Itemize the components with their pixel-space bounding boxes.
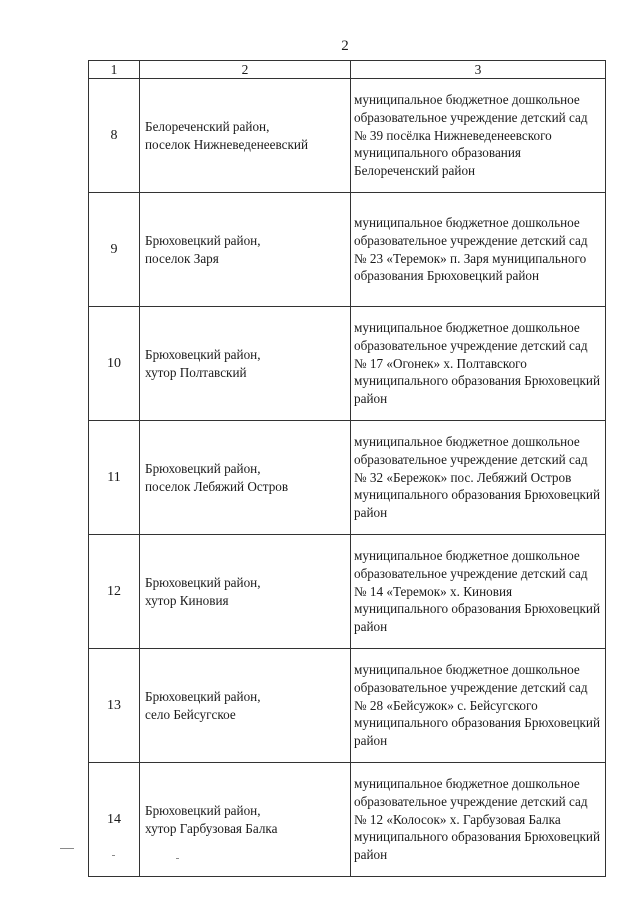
column-header-1: 1 (89, 61, 140, 79)
header-row (89, 61, 606, 79)
row-number: 9 (89, 193, 140, 307)
district-name: Брюховецкий район, (145, 460, 261, 476)
kindergarten-table (88, 60, 606, 877)
settlement-name: поселок Заря (145, 250, 219, 266)
table-row (89, 193, 606, 307)
district-name: Брюховецкий район, (145, 574, 261, 590)
institution-name: муниципальное бюджетное дошкольное образовательное учреждение детский сад № 28 «Бейсужок» с. Бейсугского муниципального образования Брюховецкий район (351, 649, 606, 763)
settlement-name: хутор Киновия (145, 592, 229, 608)
location-cell (140, 421, 351, 535)
table-row (89, 421, 606, 535)
table-row (89, 79, 606, 193)
row-number: 14 (89, 763, 140, 877)
settlement-name: хутор Полтавский (145, 364, 247, 380)
location-cell (140, 79, 351, 193)
institution-name: муниципальное бюджетное дошкольное образовательное учреждение детский сад № 39 посёлка Нижневеденеевского муниципального образования Белореченский район (351, 79, 606, 193)
table-row (89, 763, 606, 877)
table-row (89, 649, 606, 763)
settlement-name: село Бейсугское (145, 706, 236, 722)
settlement-name: поселок Лебяжий Остров (145, 478, 289, 494)
location-cell (140, 193, 351, 307)
scan-artifact (112, 855, 115, 856)
column-header-3: 3 (351, 61, 606, 79)
row-number: 10 (89, 307, 140, 421)
settlement-name: хутор Гарбузовая Балка (145, 820, 278, 836)
settlement-name: поселок Нижневеденеевский (145, 136, 309, 152)
institution-name: муниципальное бюджетное дошкольное образовательное учреждение детский сад № 32 «Бережок» пос. Лебяжий Остров муниципального образования Брюховецкий район (351, 421, 606, 535)
institution-name: муниципальное бюджетное дошкольное образовательное учреждение детский сад № 14 «Теремок» х. Киновия муниципального образования Брюховецкий район (351, 535, 606, 649)
location-cell (140, 307, 351, 421)
district-name: Брюховецкий район, (145, 802, 261, 818)
table-row (89, 535, 606, 649)
page-number: 2 (341, 38, 349, 54)
district-name: Белореченский район, (145, 118, 270, 134)
row-number: 11 (89, 421, 140, 535)
row-number: 13 (89, 649, 140, 763)
row-number: 12 (89, 535, 140, 649)
institution-name: муниципальное бюджетное дошкольное образовательное учреждение детский сад № 23 «Теремок» п. Заря муниципального образования Брюховецкий район (351, 193, 606, 307)
location-cell (140, 763, 351, 877)
institution-name: муниципальное бюджетное дошкольное образовательное учреждение детский сад № 17 «Огонек» х. Полтавского муниципального образования Брюховецкий район (351, 307, 606, 421)
district-name: Брюховецкий район, (145, 232, 261, 248)
location-cell (140, 649, 351, 763)
location-cell (140, 535, 351, 649)
row-number: 8 (89, 79, 140, 193)
scan-artifact (176, 858, 179, 859)
institution-name: муниципальное бюджетное дошкольное образовательное учреждение детский сад № 12 «Колосок» х. Гарбузовая Балка муниципального образования Брюховецкий район (351, 763, 606, 877)
district-name: Брюховецкий район, (145, 346, 261, 362)
column-header-2: 2 (140, 61, 351, 79)
district-name: Брюховецкий район, (145, 688, 261, 704)
scan-artifact (60, 848, 74, 849)
table-row (89, 307, 606, 421)
